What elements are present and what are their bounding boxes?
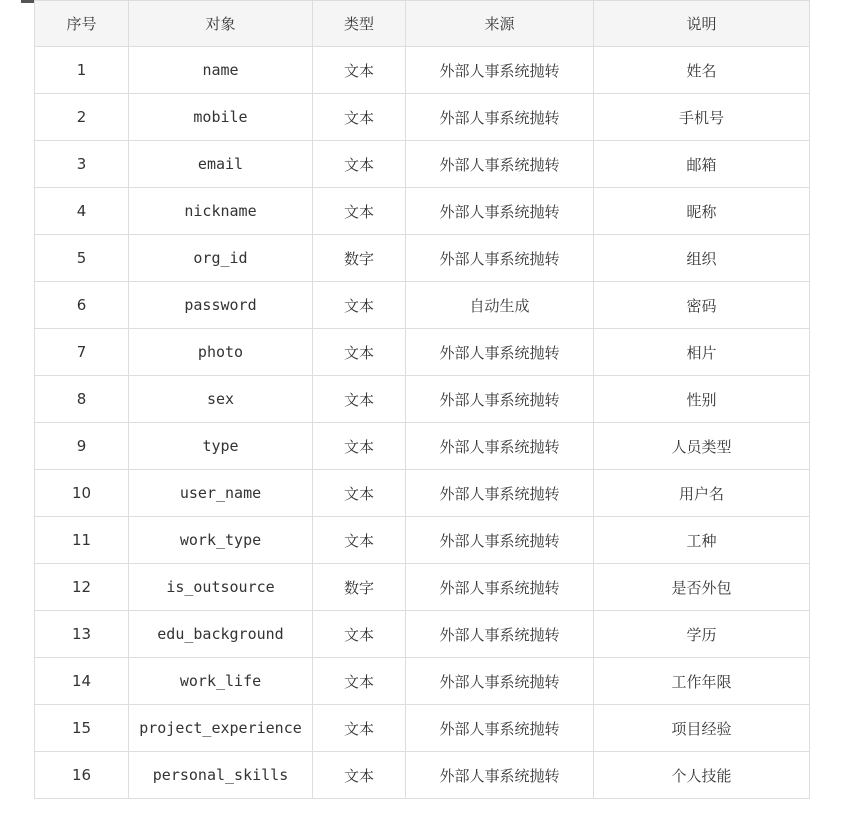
- table-row: [35, 658, 810, 705]
- cell-object: type: [129, 423, 313, 470]
- cell-object: work_life: [129, 658, 313, 705]
- table-row: [35, 517, 810, 564]
- cell-description: 项目经验: [594, 705, 810, 752]
- cell-description: 学历: [594, 611, 810, 658]
- table-row: [35, 47, 810, 94]
- cell-object: photo: [129, 329, 313, 376]
- cell-type: 文本: [313, 94, 406, 141]
- cell-type: 文本: [313, 658, 406, 705]
- cell-type: 文本: [313, 376, 406, 423]
- cell-description: 相片: [594, 329, 810, 376]
- cell-description: 组织: [594, 235, 810, 282]
- cell-description: 工作年限: [594, 658, 810, 705]
- cell-description: 手机号: [594, 94, 810, 141]
- table-row: [35, 564, 810, 611]
- corner-mark: [21, 0, 34, 3]
- cell-object: personal_skills: [129, 752, 313, 799]
- cell-index: 4: [35, 188, 129, 235]
- cell-type: 文本: [313, 329, 406, 376]
- cell-source: 外部人事系统抛转: [406, 564, 594, 611]
- cell-type: 文本: [313, 705, 406, 752]
- cell-type: 文本: [313, 611, 406, 658]
- cell-type: 数字: [313, 564, 406, 611]
- table-row: [35, 611, 810, 658]
- cell-source: 外部人事系统抛转: [406, 658, 594, 705]
- cell-object: is_outsource: [129, 564, 313, 611]
- field-table: [34, 0, 810, 799]
- table-row: [35, 376, 810, 423]
- table-row: [35, 470, 810, 517]
- cell-index: 7: [35, 329, 129, 376]
- cell-index: 9: [35, 423, 129, 470]
- cell-type: 文本: [313, 188, 406, 235]
- table-row: [35, 705, 810, 752]
- cell-source: 外部人事系统抛转: [406, 705, 594, 752]
- cell-source: 外部人事系统抛转: [406, 376, 594, 423]
- cell-type: 文本: [313, 47, 406, 94]
- cell-object: work_type: [129, 517, 313, 564]
- cell-object: mobile: [129, 94, 313, 141]
- cell-object: org_id: [129, 235, 313, 282]
- cell-object: user_name: [129, 470, 313, 517]
- cell-object: name: [129, 47, 313, 94]
- cell-type: 文本: [313, 141, 406, 188]
- table-row: [35, 329, 810, 376]
- cell-description: 姓名: [594, 47, 810, 94]
- header-object: 对象: [129, 1, 313, 47]
- cell-source: 外部人事系统抛转: [406, 329, 594, 376]
- cell-description: 性别: [594, 376, 810, 423]
- cell-description: 用户名: [594, 470, 810, 517]
- cell-type: 文本: [313, 470, 406, 517]
- cell-index: 1: [35, 47, 129, 94]
- cell-object: nickname: [129, 188, 313, 235]
- table-row: [35, 752, 810, 799]
- cell-description: 密码: [594, 282, 810, 329]
- cell-source: 外部人事系统抛转: [406, 517, 594, 564]
- header-type: 类型: [313, 1, 406, 47]
- cell-type: 文本: [313, 423, 406, 470]
- table-row: [35, 235, 810, 282]
- cell-type: 文本: [313, 752, 406, 799]
- cell-object: sex: [129, 376, 313, 423]
- cell-description: 昵称: [594, 188, 810, 235]
- cell-source: 外部人事系统抛转: [406, 188, 594, 235]
- cell-source: 外部人事系统抛转: [406, 423, 594, 470]
- cell-source: 外部人事系统抛转: [406, 752, 594, 799]
- header-index: 序号: [35, 1, 129, 47]
- header-source: 来源: [406, 1, 594, 47]
- cell-source: 外部人事系统抛转: [406, 235, 594, 282]
- cell-object: project_experience: [129, 705, 313, 752]
- cell-description: 邮箱: [594, 141, 810, 188]
- cell-index: 16: [35, 752, 129, 799]
- cell-description: 人员类型: [594, 423, 810, 470]
- table-body: [35, 47, 810, 799]
- header-row: [35, 1, 810, 47]
- table-header: [35, 1, 810, 47]
- cell-source: 外部人事系统抛转: [406, 47, 594, 94]
- cell-source: 自动生成: [406, 282, 594, 329]
- cell-description: 是否外包: [594, 564, 810, 611]
- table-row: [35, 423, 810, 470]
- cell-index: 13: [35, 611, 129, 658]
- cell-index: 11: [35, 517, 129, 564]
- cell-index: 2: [35, 94, 129, 141]
- table-row: [35, 141, 810, 188]
- cell-source: 外部人事系统抛转: [406, 470, 594, 517]
- cell-description: 个人技能: [594, 752, 810, 799]
- cell-source: 外部人事系统抛转: [406, 94, 594, 141]
- cell-index: 6: [35, 282, 129, 329]
- cell-source: 外部人事系统抛转: [406, 141, 594, 188]
- cell-index: 12: [35, 564, 129, 611]
- header-description: 说明: [594, 1, 810, 47]
- table-row: [35, 282, 810, 329]
- cell-type: 数字: [313, 235, 406, 282]
- cell-source: 外部人事系统抛转: [406, 611, 594, 658]
- cell-object: email: [129, 141, 313, 188]
- cell-type: 文本: [313, 282, 406, 329]
- cell-index: 15: [35, 705, 129, 752]
- cell-object: password: [129, 282, 313, 329]
- cell-type: 文本: [313, 517, 406, 564]
- table-row: [35, 188, 810, 235]
- cell-index: 10: [35, 470, 129, 517]
- cell-index: 8: [35, 376, 129, 423]
- cell-index: 14: [35, 658, 129, 705]
- table-row: [35, 94, 810, 141]
- cell-index: 5: [35, 235, 129, 282]
- cell-index: 3: [35, 141, 129, 188]
- cell-description: 工种: [594, 517, 810, 564]
- cell-object: edu_background: [129, 611, 313, 658]
